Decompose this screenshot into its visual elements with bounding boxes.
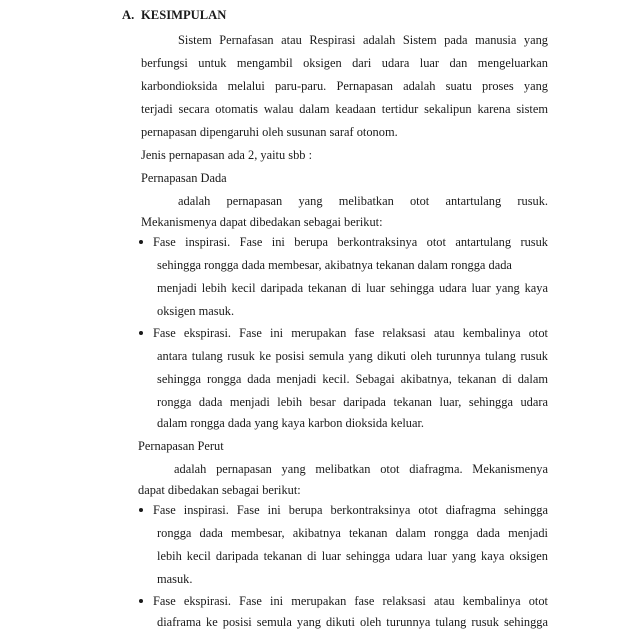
dada-heading: Pernapasan Dada <box>141 171 227 185</box>
perut-definition-line-1: adalah pernapasan yang melibatkan otot diafragma. Mekanismenya <box>174 462 548 476</box>
bullet-dot <box>139 599 143 603</box>
intro-line-2: berfungsi untuk mengambil oksigen dari udara luar dan mengeluarkan <box>141 56 548 70</box>
intro-line-4: terjadi secara otomatis walau dalam keadaan tertidur sekalipun karena sistem <box>141 102 548 116</box>
perut-bullet-1-line-3: lebih kecil daripada tekanan di luar sehingga udara luar yang kaya oksigen <box>157 549 548 563</box>
types-line: Jenis pernapasan ada 2, yaitu sbb : <box>141 148 313 162</box>
bullet-dot <box>139 240 143 244</box>
perut-heading: Pernapasan Perut <box>138 439 224 453</box>
perut-definition-line-2: dapat dibedakan sebagai berikut: <box>138 483 301 497</box>
dada-bullet-2-line-1: Fase ekspirasi. Fase ini merupakan fase relaksasi atau kembalinya otot <box>153 326 548 340</box>
intro-line-3: karbondioksida melalui paru-paru. Pernapasan adalah suatu proses yang <box>141 79 548 93</box>
perut-bullet-2-line-1: Fase ekspirasi. Fase ini merupakan fase relaksasi atau kembalinya otot <box>153 594 548 608</box>
dada-bullet-1-line-4: oksigen masuk. <box>157 304 235 318</box>
dada-bullet-1-line-1: Fase inspirasi. Fase ini berupa berkontraksinya otot antartulang rusuk <box>153 235 548 249</box>
bullet-dot <box>139 331 143 335</box>
dada-bullet-1-line-3: menjadi lebih kecil daripada tekanan di luar sehingga udara luar yang kaya <box>157 281 548 295</box>
section-marker: A. <box>122 8 135 22</box>
dada-definition-line-2: Mekanismenya dapat dibedakan sebagai berikut: <box>141 215 383 229</box>
perut-bullet-1-line-4: masuk. <box>157 572 193 586</box>
perut-bullet-1-line-1: Fase inspirasi. Fase ini berupa berkontraksinya otot diafragma sehingga <box>153 503 548 517</box>
dada-bullet-2-line-4: rongga dada menjadi lebih besar daripada tekanan luar, sehingga udara <box>157 395 548 409</box>
perut-bullet-1-line-2: rongga dada membesar, akibatnya tekanan dalam rongga dada menjadi <box>157 526 548 540</box>
dada-bullet-2-line-2: antara tulang rusuk ke posisi semula yang dikuti oleh turunnya tulang rusuk <box>157 349 548 363</box>
dada-bullet-2-line-3: sehingga rongga dada menjadi kecil. Sebagai akibatnya, tekanan di dalam <box>157 372 548 386</box>
intro-line-5: pernapasan dipengaruhi oleh susunan saraf otonom. <box>141 125 398 139</box>
dada-bullet-1-line-2: sehingga rongga dada membesar, akibatnya tekanan dalam rongga dada <box>157 258 512 272</box>
dada-bullet-2-line-5: dalam rongga dada yang kaya karbon dioksida keluar. <box>157 416 424 430</box>
perut-bullet-2-line-2: diaframa ke posisi semula yang dikuti oleh turunnya tulang rusuk sehingga <box>157 615 548 629</box>
dada-definition-line-1: adalah pernapasan yang melibatkan otot antartulang rusuk. <box>178 194 548 208</box>
intro-line-1: Sistem Pernafasan atau Respirasi adalah Sistem pada manusia yang <box>178 33 548 47</box>
section-title: KESIMPULAN <box>141 8 227 22</box>
bullet-dot <box>139 508 143 512</box>
